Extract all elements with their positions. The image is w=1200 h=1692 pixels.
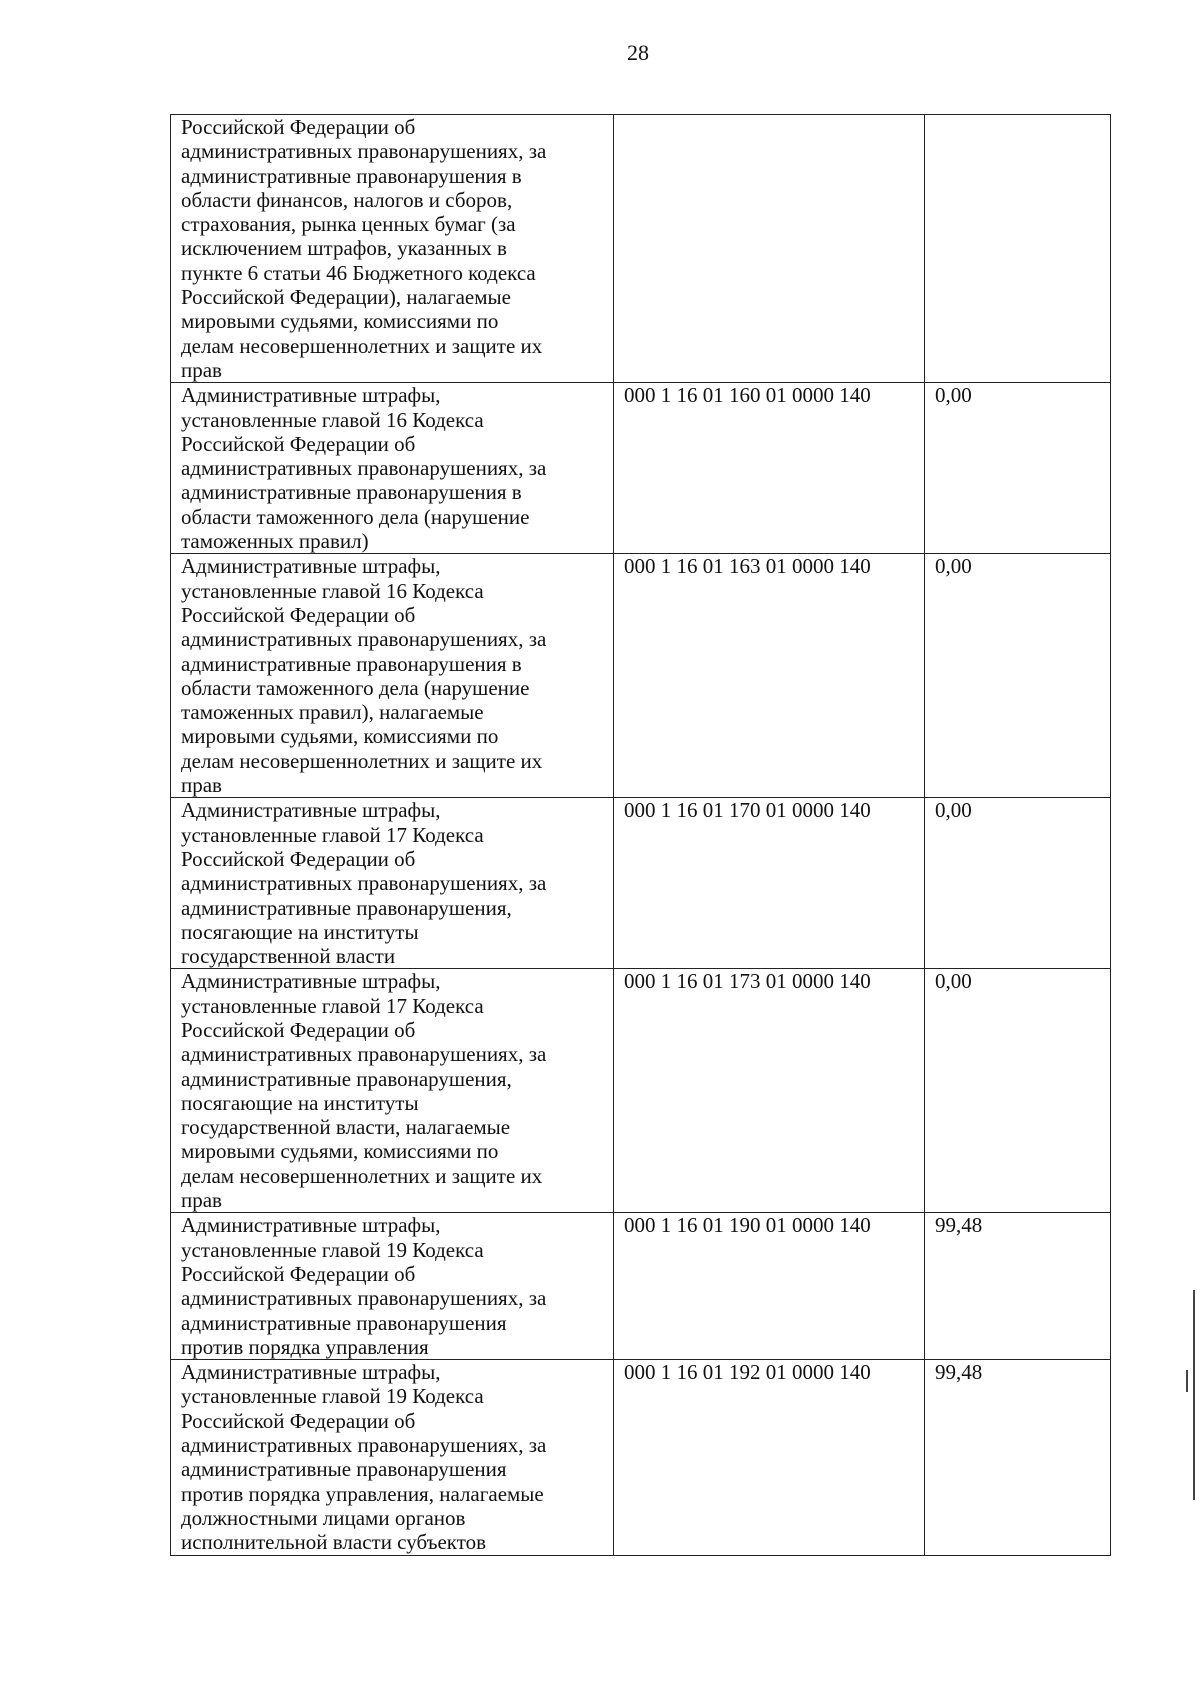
description-line: установленные главой 16 Кодекса	[181, 578, 484, 603]
budget-code-cell: 000 1 16 01 190 01 0000 140	[614, 1213, 925, 1360]
description-line: административные правонарушения в	[181, 651, 522, 676]
description-line: против порядка управления	[181, 1334, 429, 1359]
description-line: области таможенного дела (нарушение	[181, 675, 530, 700]
revenue-table	[170, 114, 1111, 1556]
description-line: установленные главой 19 Кодекса	[181, 1384, 484, 1409]
amount-cell	[925, 115, 1111, 383]
table-row	[171, 798, 1111, 969]
description-line: Российской Федерации об	[181, 431, 416, 456]
amount-cell: 0,00	[925, 554, 1111, 798]
amount-cell: 99,48	[925, 1213, 1111, 1360]
description-line: посягающие на институты	[181, 1090, 419, 1115]
description-line: делам несовершеннолетних и защите их	[181, 333, 543, 358]
description-line: таможенных правил)	[181, 529, 369, 554]
description-line: Российской Федерации об	[181, 602, 416, 627]
description-line: установленные главой 16 Кодекса	[181, 407, 484, 432]
description-line: области финансов, налогов и сборов,	[181, 187, 513, 212]
description-line: административные правонарушения в	[181, 163, 522, 188]
description-line: Российской Федерации об	[181, 115, 416, 139]
description-line: исполнительной власти субъектов	[181, 1530, 487, 1555]
description-line: Российской Федерации об	[181, 1261, 416, 1286]
budget-code-cell: 000 1 16 01 170 01 0000 140	[614, 798, 925, 969]
row-description-cell	[171, 1360, 614, 1555]
description-line: прав	[181, 357, 222, 382]
amount-cell: 0,00	[925, 969, 1111, 1213]
budget-code-cell: 000 1 16 01 192 01 0000 140	[614, 1360, 925, 1555]
table-row	[171, 969, 1111, 1213]
row-description-cell	[171, 115, 614, 383]
description-line: мировыми судьями, комиссиями по	[181, 309, 499, 334]
description-line: мировыми судьями, комиссиями по	[181, 1139, 499, 1164]
description-line: области таможенного дела (нарушение	[181, 504, 530, 529]
description-line: установленные главой 17 Кодекса	[181, 993, 484, 1018]
budget-code-cell: 000 1 16 01 163 01 0000 140	[614, 554, 925, 798]
amount-cell: 0,00	[925, 383, 1111, 554]
page-number: 28	[627, 40, 649, 65]
description-line: Российской Федерации об	[181, 846, 416, 871]
table-row	[171, 554, 1111, 798]
table-body	[171, 115, 1111, 1556]
description-line: Административные штрафы,	[181, 969, 441, 994]
description-line: государственной власти	[181, 944, 396, 969]
description-line: пункте 6 статьи 46 Бюджетного кодекса	[181, 260, 536, 285]
table-row	[171, 383, 1111, 554]
description-line: административных правонарушениях, за	[181, 1433, 547, 1458]
row-description-cell	[171, 554, 614, 798]
scan-margin-mark	[1193, 1290, 1195, 1500]
description-line: государственной власти, налагаемые	[181, 1115, 511, 1140]
description-line: административные правонарушения	[181, 1310, 507, 1335]
budget-code-cell: 000 1 16 01 160 01 0000 140	[614, 383, 925, 554]
description-line: административные правонарушения в	[181, 480, 522, 505]
row-description-cell	[171, 383, 614, 554]
row-description-cell	[171, 969, 614, 1213]
description-line: административные правонарушения,	[181, 895, 512, 920]
budget-code-cell	[614, 115, 925, 383]
description-line: против порядка управления, налагаемые	[181, 1481, 544, 1506]
table-row	[171, 1213, 1111, 1360]
description-line: административные правонарушения,	[181, 1066, 512, 1091]
description-line: Административные штрафы,	[181, 1360, 441, 1385]
description-line: исключением штрафов, указанных в	[181, 236, 507, 261]
description-line: установленные главой 19 Кодекса	[181, 1237, 484, 1262]
description-line: делам несовершеннолетних и защите их	[181, 748, 543, 773]
scan-margin-mark	[1186, 1370, 1188, 1392]
description-line: таможенных правил), налагаемые	[181, 700, 484, 725]
description-line: административных правонарушениях, за	[181, 1042, 547, 1067]
description-line: Российской Федерации об	[181, 1017, 416, 1042]
description-line: административных правонарушениях, за	[181, 627, 547, 652]
row-description-cell	[171, 798, 614, 969]
description-line: Административные штрафы,	[181, 383, 441, 408]
description-line: Российской Федерации об	[181, 1408, 416, 1433]
description-line: установленные главой 17 Кодекса	[181, 822, 484, 847]
description-line: Административные штрафы,	[181, 1213, 441, 1238]
description-line: административные правонарушения	[181, 1457, 507, 1482]
table-row	[171, 1360, 1111, 1555]
description-line: административных правонарушениях, за	[181, 456, 547, 481]
description-line: Административные штрафы,	[181, 554, 441, 579]
description-line: прав	[181, 1188, 222, 1213]
table-row	[171, 115, 1111, 383]
amount-cell: 0,00	[925, 798, 1111, 969]
description-line: делам несовершеннолетних и защите их	[181, 1163, 543, 1188]
description-line: мировыми судьями, комиссиями по	[181, 724, 499, 749]
description-line: страхования, рынка ценных бумаг (за	[181, 212, 516, 237]
budget-code-cell: 000 1 16 01 173 01 0000 140	[614, 969, 925, 1213]
row-description-cell	[171, 1213, 614, 1360]
description-line: прав	[181, 773, 222, 798]
description-line: административных правонарушениях, за	[181, 139, 547, 164]
description-line: административных правонарушениях, за	[181, 1286, 547, 1311]
description-line: административных правонарушениях, за	[181, 871, 547, 896]
description-line: должностными лицами органов	[181, 1505, 466, 1530]
amount-cell: 99,48	[925, 1360, 1111, 1555]
description-line: Российской Федерации), налагаемые	[181, 285, 511, 310]
description-line: посягающие на институты	[181, 919, 419, 944]
description-line: Административные штрафы,	[181, 798, 441, 823]
